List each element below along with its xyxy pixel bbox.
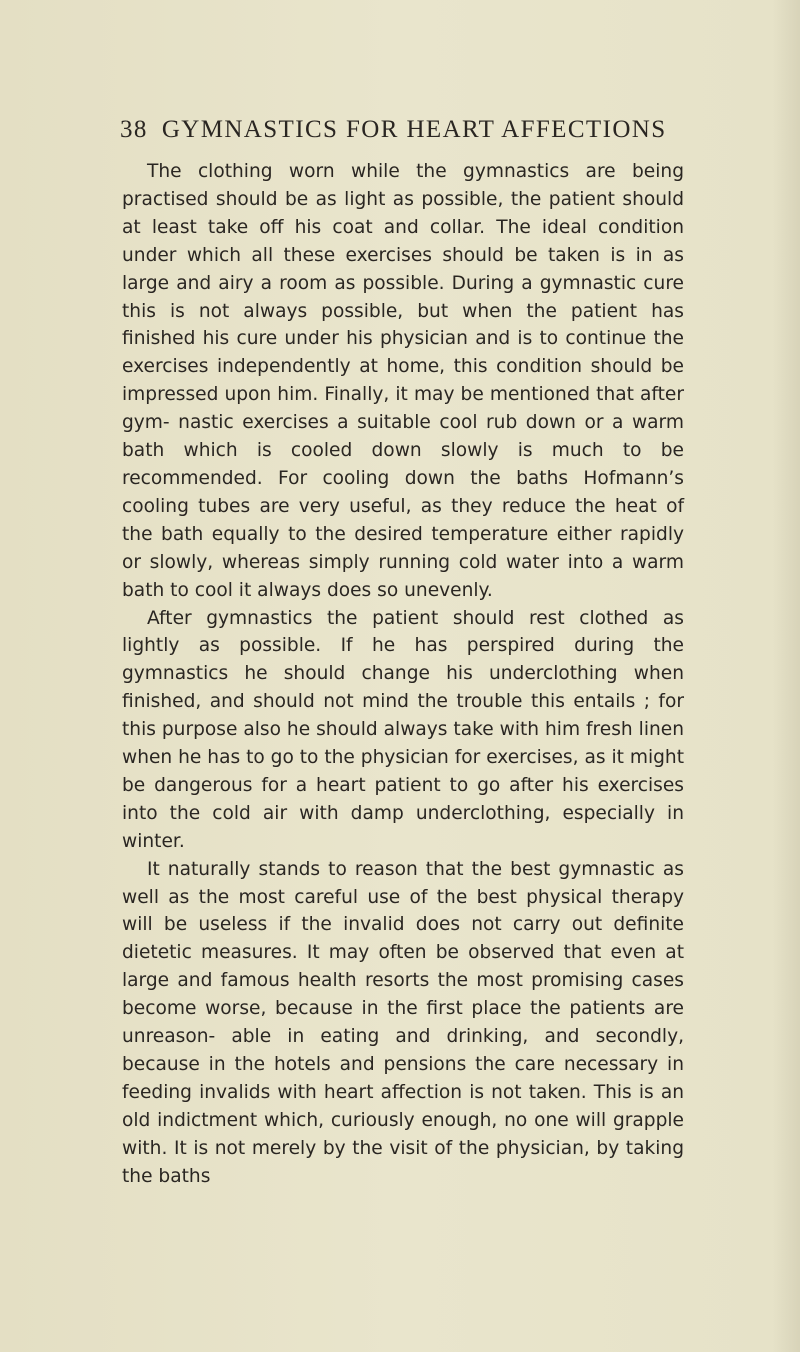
paragraph-clothing: The clothing worn while the gymnastics are being practised should be as light as possible, the patient should at least take off his coat and collar. The ideal condition under which all these exercises should be taken is in as large and airy a room as possible. During a gymnastic cure this is not always possible, but when the patient has finished his cure under his physician and is to continue the exercises independently at home, this condition should be impressed upon him. Finally, it may be mentioned that after gym- nastic exercises a suitable cool rub down or a warm bath which is cooled down slowly is much to be recommended. For cooling down the baths Hofmann’s cooling tubes are very useful, as they reduce the heat of the bath equally to the desired temperature either rapidly or slowly, whereas simply running cold water into a warm bath to cool it always does so unevenly. xyxy=(122,161,684,601)
paragraph-dietetic-measures: It naturally stands to reason that the best gymnastic as well as the most careful use of the best physical therapy will be useless if the invalid does not carry out definite dietetic measures. It may often be observed that even at large and famous health resorts the most promising cases become worse, because in the first place the patients are unreason- able in eating and drinking, and secondly, because in the hotels and pensions the care necessary in feeding invalids with heart affection is not taken. This is an old indictment which, curiously enough, no one will grapple with. It is not merely by the visit of the physician, by taking the baths xyxy=(122,858,684,1187)
running-head: GYMNASTICS FOR HEART AFFECTIONS xyxy=(161,116,667,143)
paragraph-rest-after-gymnastics: After gymnastics the patient should rest clothed as lightly as possible. If he has perspired during the gymnastics he should change his underclothing when finished, and should not mind the trouble this entails ; for this purpose also he should always take with him fresh linen when he has to go to the physician for exercises, as it might be dangerous for a heart patient to go after his exercises into the cold air with damp underclothing, especially in winter. xyxy=(122,607,684,852)
page-edge-shadow xyxy=(772,0,800,1352)
page-number: 38 xyxy=(120,116,148,143)
page-header xyxy=(120,116,720,156)
body-text xyxy=(122,158,684,1191)
